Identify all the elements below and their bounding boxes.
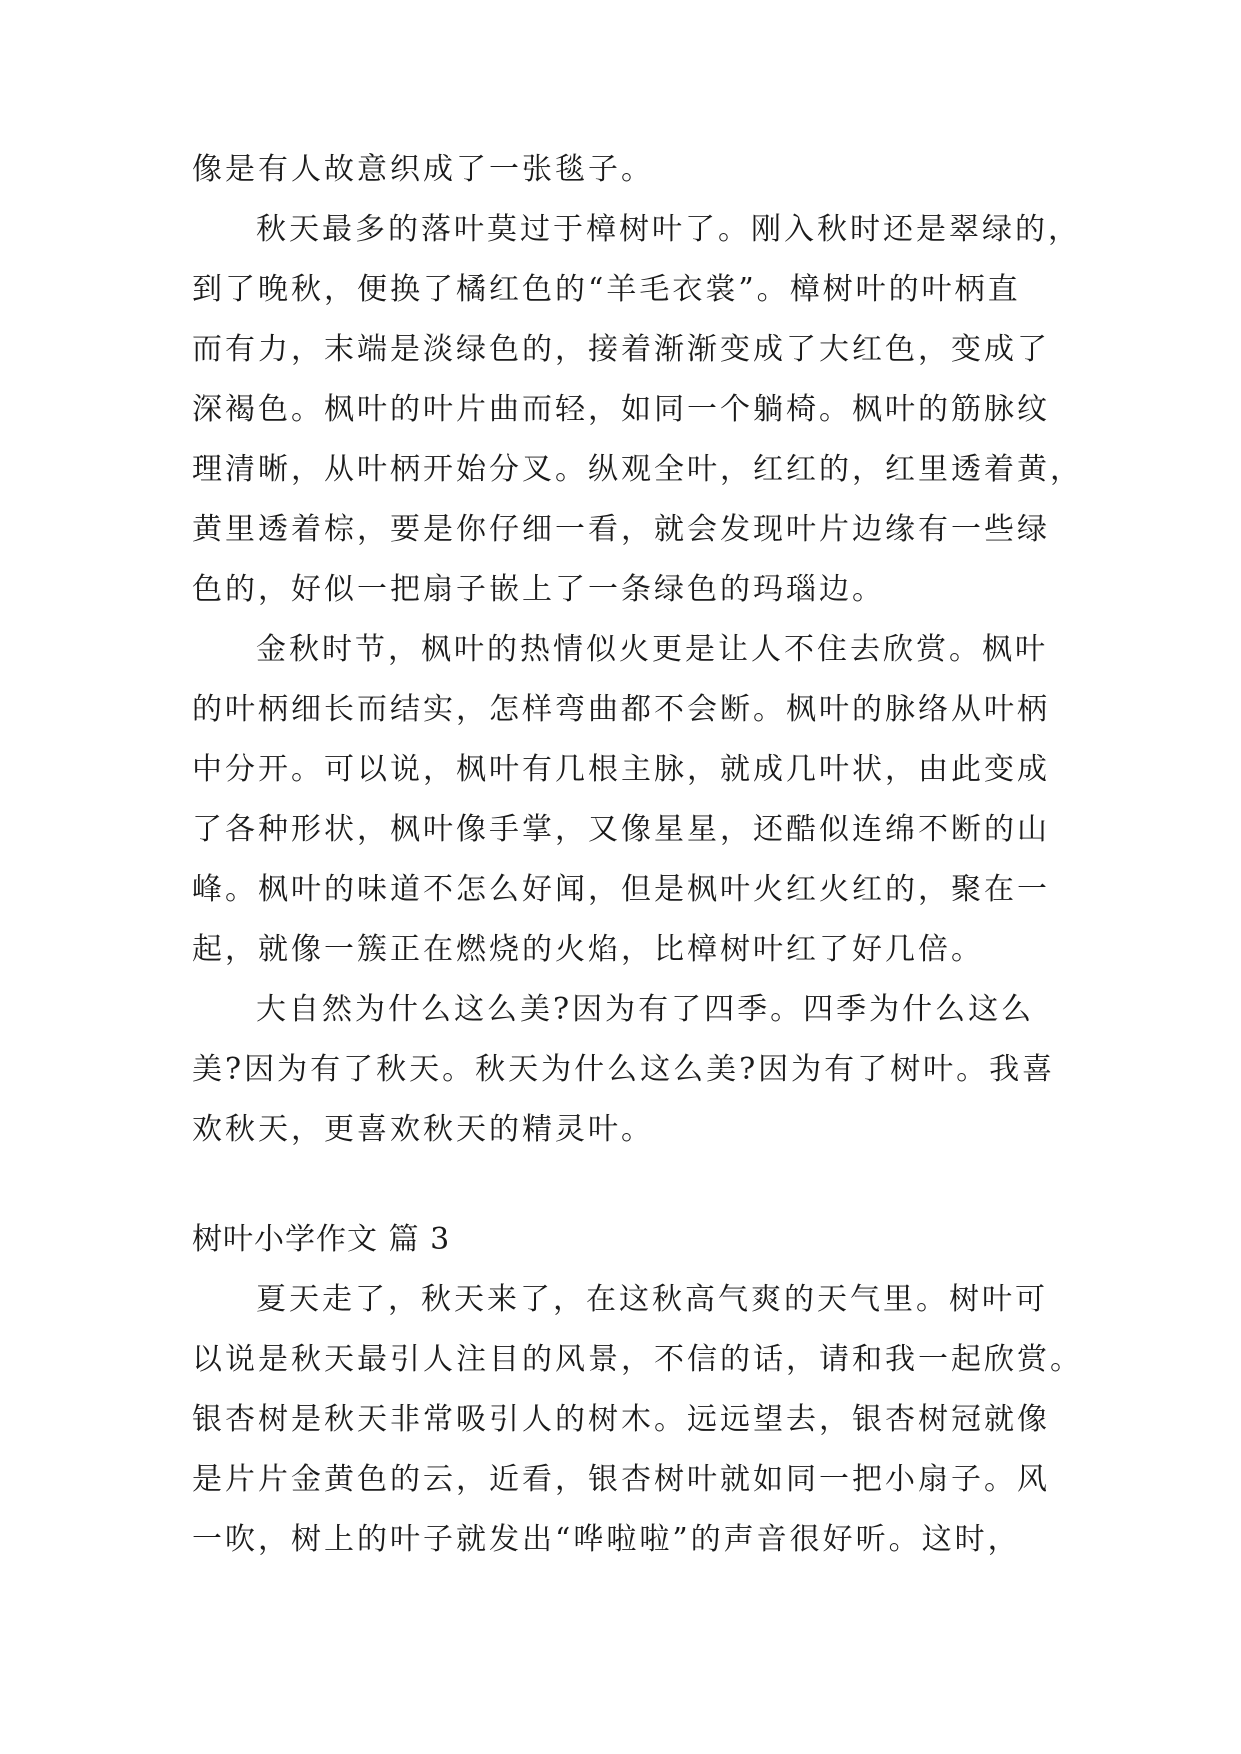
text-line: 美?因为有了秋天。秋天为什么这么美?因为有了树叶。我喜 <box>192 1052 1056 1087</box>
text-line: 峰。枫叶的味道不怎么好闻，但是枫叶火红火红的，聚在一 <box>192 872 1050 907</box>
text-line: 是片片金黄色的云，近看，银杏树叶就如同一把小扇子。风 <box>192 1462 1050 1497</box>
text-line: 了各种形状，枫叶像手掌，又像星星，还酷似连绵不断的山 <box>192 812 1050 847</box>
text-line: 而有力，末端是淡绿色的，接着渐渐变成了大红色，变成了 <box>192 332 1050 367</box>
paragraph-start-line: 大自然为什么这么美?因为有了四季。四季为什么这么 <box>256 992 1035 1027</box>
text-line: 色的，好似一把扇子嵌上了一条绿色的玛瑙边。 <box>192 572 885 607</box>
text-line: 一吹，树上的叶子就发出“哗啦啦”的声音很好听。这时， <box>192 1522 1021 1557</box>
text-line: 的叶柄细长而结实，怎样弯曲都不会断。枫叶的脉络从叶柄 <box>192 692 1050 727</box>
paragraph-start-line: 金秋时节，枫叶的热情似火更是让人不住去欣赏。枫叶 <box>256 632 1048 667</box>
text-line: 欢秋天，更喜欢秋天的精灵叶。 <box>192 1112 654 1147</box>
text-line: 像是有人故意织成了一张毯子。 <box>192 152 654 187</box>
text-line: 黄里透着棕，要是你仔细一看，就会发现叶片边缘有一些绿 <box>192 512 1050 547</box>
section-heading: 树叶小学作文 篇 3 <box>192 1222 451 1257</box>
text-line: 到了晚秋，便换了橘红色的“羊毛衣裳”。樟树叶的叶柄直 <box>192 272 1021 307</box>
text-line: 以说是秋天最引人注目的风景，不信的话，请和我一起欣赏。 <box>192 1342 1083 1377</box>
text-line: 理清晰，从叶柄开始分叉。纵观全叶，红红的，红里透着黄， <box>192 452 1083 487</box>
text-line: 中分开。可以说，枫叶有几根主脉，就成几叶状，由此变成 <box>192 752 1050 787</box>
text-line: 深褐色。枫叶的叶片曲而轻，如同一个躺椅。枫叶的筋脉纹 <box>192 392 1050 427</box>
paragraph-start-line: 夏天走了，秋天来了，在这秋高气爽的天气里。树叶可 <box>256 1282 1048 1317</box>
text-line: 银杏树是秋天非常吸引人的树木。远远望去，银杏树冠就像 <box>192 1402 1050 1437</box>
paragraph-start-line: 秋天最多的落叶莫过于樟树叶了。刚入秋时还是翠绿的， <box>256 212 1081 247</box>
text-line: 起，就像一簇正在燃烧的火焰，比樟树叶红了好几倍。 <box>192 932 984 967</box>
